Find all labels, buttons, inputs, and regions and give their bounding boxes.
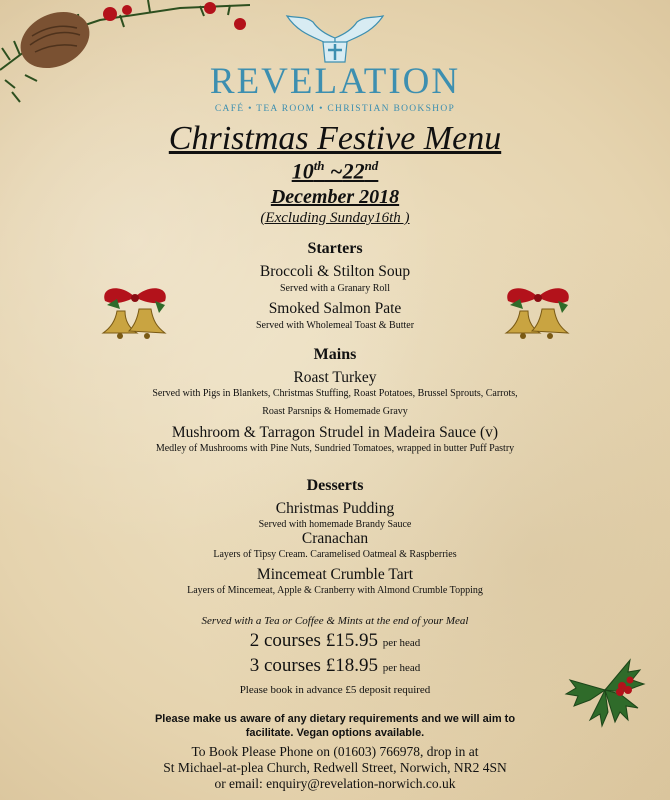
logo-tagline: CAFÉ • TEA ROOM • CHRISTIAN BOOKSHOP <box>214 104 456 114</box>
contact-phone-line: To Book Please Phone on (01603) 766978, drop in at <box>191 744 479 759</box>
contact-email-line: or email: enquiry@revelation-norwich.co.uk <box>214 776 456 791</box>
starter-1-desc: Served with a Granary Roll <box>280 283 390 294</box>
logo-wordmark: REVELATION <box>209 61 461 102</box>
main-1-desc-line2: Roast Parsnips & Homemade Gravy <box>262 406 408 417</box>
menu-title: Christmas Festive Menu <box>168 120 502 157</box>
dietary-notice-line1: Please make us aware of any dietary requirements and we will aim to <box>154 713 516 725</box>
price-two-courses <box>0 630 670 652</box>
main-1-desc-line1: Served with Pigs in Blankets, Christmas Stuffing, Roast Potatoes, Brussel Sprouts, Carrots, <box>152 388 518 399</box>
mains-heading: Mains <box>313 346 357 363</box>
end-suffix: nd <box>364 158 379 173</box>
per-head-label: per head <box>382 662 421 674</box>
desserts-heading: Desserts <box>306 477 364 494</box>
menu-exclusion: (Excluding Sunday16th ) <box>260 210 410 226</box>
starter-1-name: Broccoli & Stilton Soup <box>259 263 411 280</box>
start-day: 10 <box>291 158 314 184</box>
per-head-label: per head <box>382 637 421 649</box>
menu-dates <box>0 158 670 184</box>
menu-month: December 2018 <box>270 186 400 208</box>
contact-block <box>0 744 670 792</box>
starter-2-desc: Served with Wholemeal Toast & Butter <box>255 320 415 331</box>
dietary-notice-line2: facilitate. Vegan options available. <box>245 727 425 739</box>
dessert-2-name: Cranachan <box>301 530 369 547</box>
start-suffix: th <box>313 158 325 173</box>
two-courses-label: 2 courses £15.95 <box>249 630 378 651</box>
starters-heading: Starters <box>307 240 363 257</box>
end-day: 22 <box>342 158 365 184</box>
three-courses-label: 3 courses £18.95 <box>249 655 378 676</box>
starter-2-name: Smoked Salmon Pate <box>268 300 402 317</box>
angel-wings-logo-icon <box>285 8 385 66</box>
main-1-name: Roast Turkey <box>293 369 377 386</box>
dietary-notice <box>0 712 670 740</box>
dessert-2-desc: Layers of Tipsy Cream. Caramelised Oatmeal & Raspberries <box>213 549 457 560</box>
price-three-courses <box>0 655 670 677</box>
dessert-3-name: Mincemeat Crumble Tart <box>256 566 414 583</box>
dessert-1-desc: Served with homemade Brandy Sauce <box>258 519 412 530</box>
contact-address-line: St Michael-at-plea Church, Redwell Street, Norwich, NR2 4SN <box>163 760 507 775</box>
main-2-name: Mushroom & Tarragon Strudel in Madeira Sauce (v) <box>171 424 499 441</box>
deposit-note: Please book in advance £5 deposit required <box>239 684 431 696</box>
date-separator: ~ <box>324 158 343 184</box>
dessert-1-name: Christmas Pudding <box>275 500 395 517</box>
dessert-3-desc: Layers of Mincemeat, Apple & Cranberry with Almond Crumble Topping <box>187 585 483 596</box>
main-2-desc: Medley of Mushrooms with Pine Nuts, Sundried Tomatoes, wrapped in butter Puff Pastry <box>155 443 515 454</box>
served-note: Served with a Tea or Coffee & Mints at the end of your Meal <box>201 615 469 627</box>
